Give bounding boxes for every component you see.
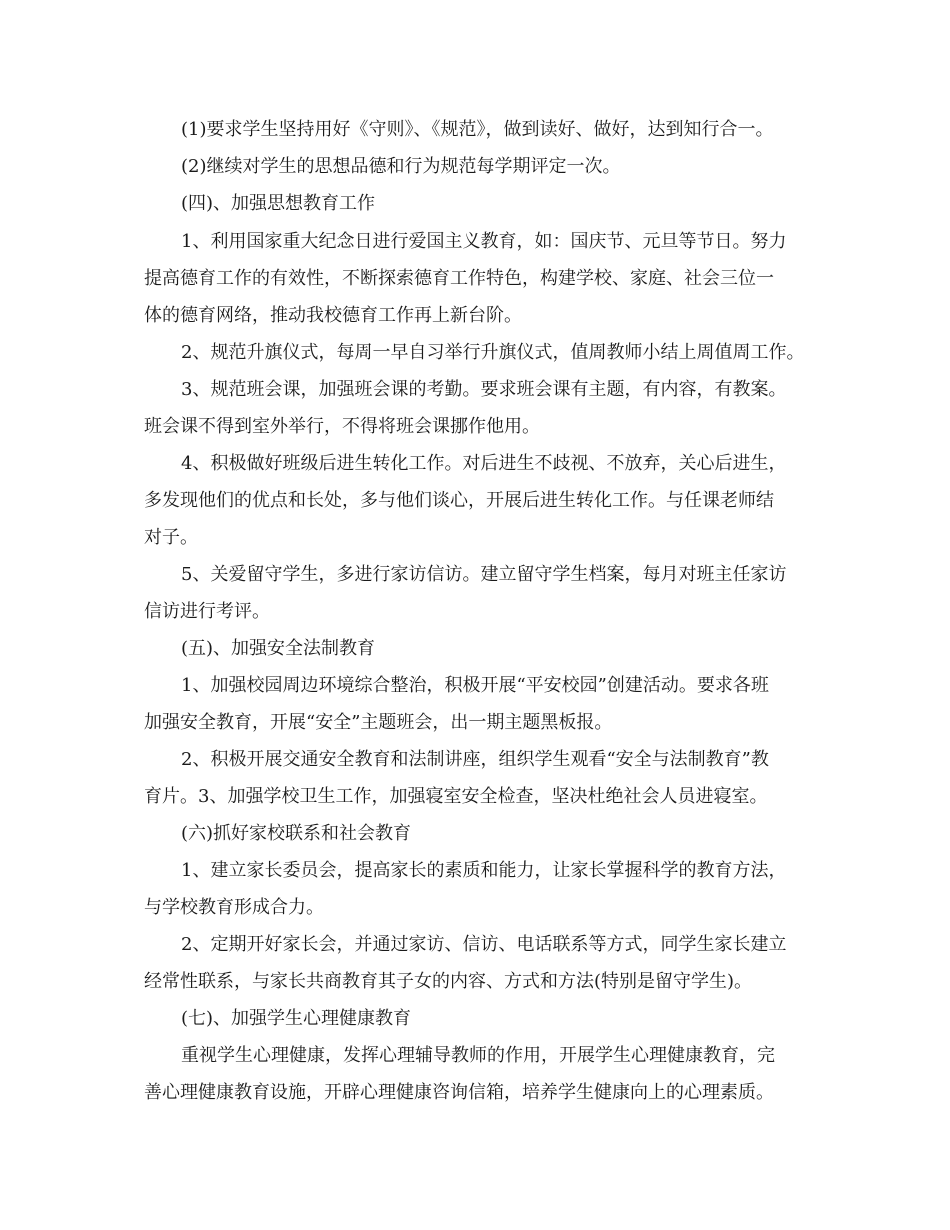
- paragraph-line: 班会课不得到室外举行，不得将班会课挪作他用。: [144, 416, 540, 437]
- paragraph-line: 体的德育网络，推动我校德育工作再上新台阶。: [144, 305, 522, 326]
- paragraph-line: 1、建立家长委员会，提高家长的素质和能力，让家长掌握科学的教育方法，: [181, 860, 787, 881]
- paragraph-line: 提高德育工作的有效性，不断探索德育工作特色，构建学校、家庭、社会三位一: [144, 268, 774, 289]
- paragraph-line: 4、积极做好班级后进生转化工作。对后进生不歧视、不放弃，关心后进生，: [181, 453, 787, 474]
- paragraph-line: 2、积极开展交通安全教育和法制讲座，组织学生观看“安全与法制教育”教: [181, 749, 769, 770]
- paragraph-line: (2)继续对学生的思想品德和行为规范每学期评定一次。: [181, 156, 621, 177]
- paragraph-line: 1、加强校园周边环境综合整治，积极开展“平安校园”创建活动。要求各班: [181, 675, 769, 696]
- paragraph-line: 2、定期开好家长会，并通过家访、信访、电话联系等方式，同学生家长建立: [181, 934, 787, 955]
- paragraph-line: (1)要求学生坚持用好《守则》、《规范》，做到读好、做好，达到知行合一。: [181, 119, 774, 140]
- paragraph-line: 多发现他们的优点和长处，多与他们谈心，开展后进生转化工作。与任课老师结: [144, 490, 774, 511]
- paragraph-line: 育片。3、加强学校卫生工作，加强寝室安全检查，坚决杜绝社会人员进寝室。: [144, 786, 768, 807]
- paragraph-line: 经常性联系，与家长共商教育其子女的内容、方式和方法(特别是留守学生)。: [144, 971, 753, 992]
- section-heading: (四)、加强思想教育工作: [181, 193, 376, 214]
- paragraph-line: 1、利用国家重大纪念日进行爱国主义教育，如：国庆节、元旦等节日。努力: [181, 231, 787, 252]
- paragraph-line: 3、规范班会课，加强班会课的考勤。要求班会课有主题，有内容，有教案。: [181, 379, 787, 400]
- section-heading: (七)、加强学生心理健康教育: [181, 1008, 412, 1029]
- paragraph-line: 对子。: [144, 527, 198, 548]
- paragraph-line: 重视学生心理健康，发挥心理辅导教师的作用，开展学生心理健康教育，完: [181, 1045, 775, 1066]
- paragraph-line: 善心理健康教育设施，开辟心理健康咨询信箱，培养学生健康向上的心理素质。: [144, 1082, 774, 1103]
- paragraph-line: 与学校教育形成合力。: [144, 897, 324, 918]
- section-heading: (五)、加强安全法制教育: [181, 638, 376, 659]
- section-heading: (六)抓好家校联系和社会教育: [181, 823, 412, 844]
- paragraph-line: 5、关爱留守学生，多进行家访信访。建立留守学生档案，每月对班主任家访: [181, 564, 787, 585]
- paragraph-line: 信访进行考评。: [144, 601, 270, 622]
- paragraph-line: 2、规范升旗仪式，每周一早自习举行升旗仪式，值周教师小结上周值周工作。: [181, 342, 805, 363]
- paragraph-line: 加强安全教育，开展“安全”主题班会，出一期主题黑板报。: [144, 712, 613, 733]
